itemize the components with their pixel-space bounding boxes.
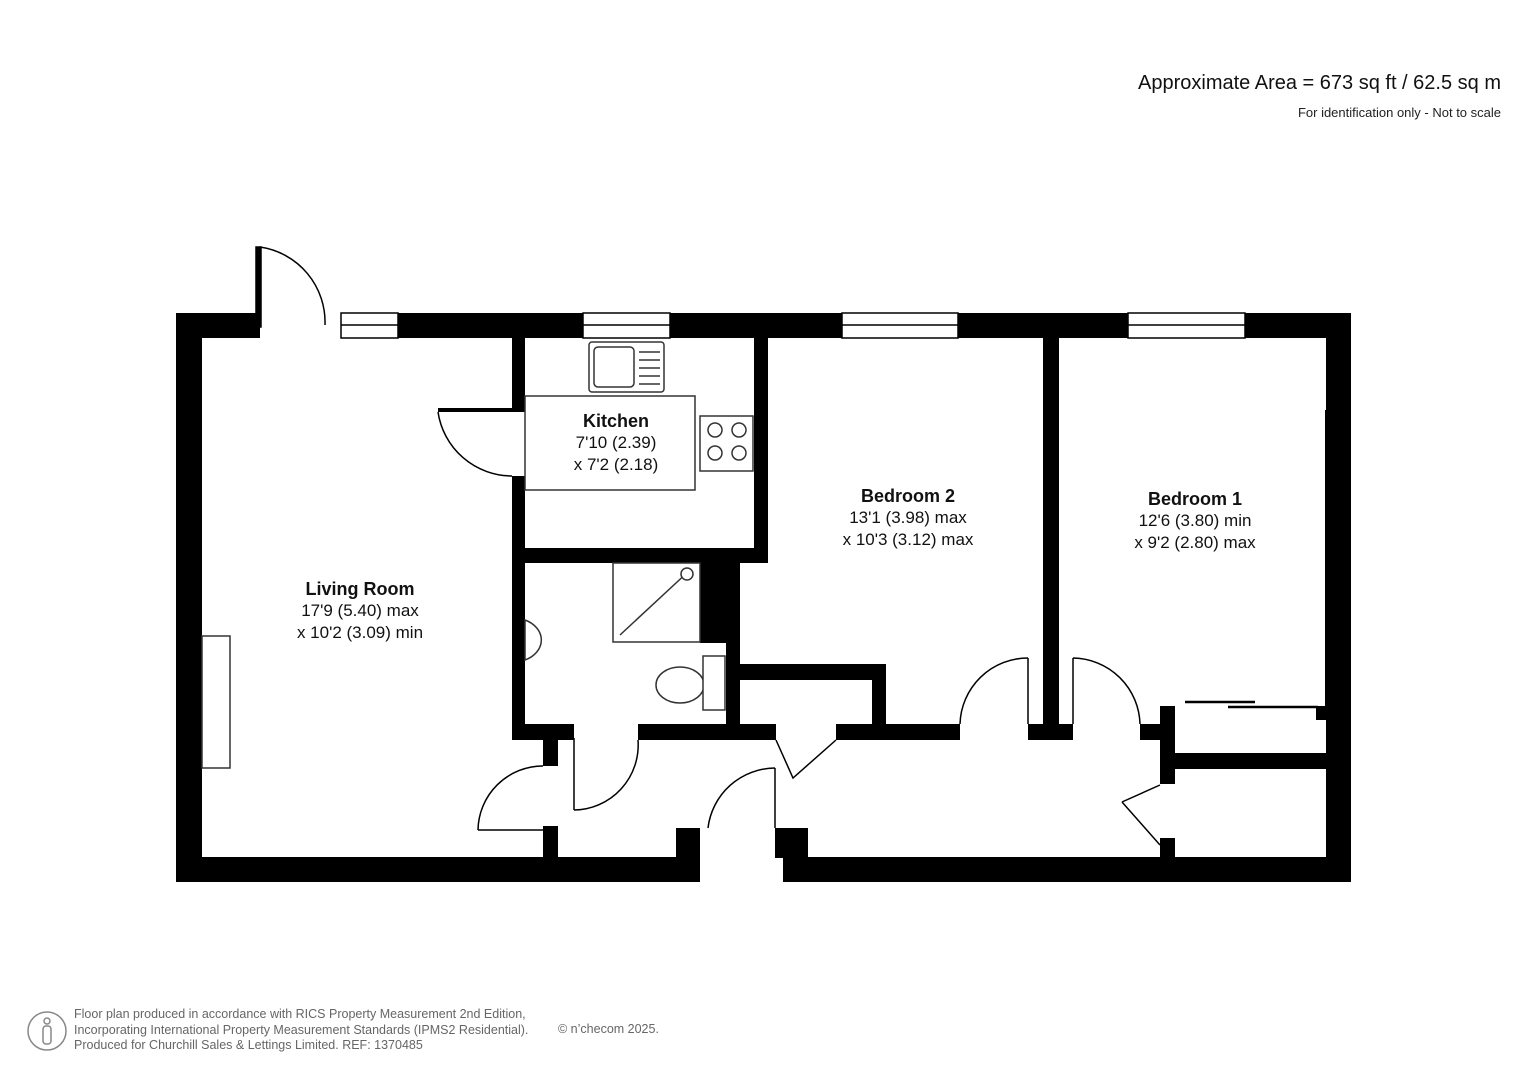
- toilet-cistern: [703, 656, 725, 710]
- wall-top-mid: [398, 313, 583, 338]
- bedroom1-dim1: 12'6 (3.80) min: [1138, 511, 1252, 530]
- footer-notes: [74, 1007, 528, 1054]
- wall-bath-bottom-left: [512, 724, 574, 740]
- bedroom2-dim2: x 10'3 (3.12) max: [842, 530, 974, 549]
- door-balcony-swing: [260, 247, 325, 325]
- footer-line-1: Floor plan produced in accordance with RICS Property Measurement 2nd Edition,: [74, 1007, 526, 1021]
- label-kitchen: [526, 410, 706, 476]
- person-icon: [26, 1009, 68, 1053]
- footer-copyright: © n’checom 2025.: [558, 1022, 659, 1036]
- scale-disclaimer: For identification only - Not to scale: [1297, 105, 1501, 120]
- wall-living-kitchen: [512, 338, 525, 410]
- wall-bottom-right: [783, 857, 1351, 882]
- wall-kitchen-entry: [438, 408, 525, 412]
- wall-top-mid3: [958, 313, 1128, 338]
- wall-door-jamb-left: [676, 828, 700, 858]
- wall-hall-post: [543, 738, 558, 766]
- living-room-name: Living Room: [305, 579, 415, 599]
- wall-bath-right: [726, 548, 740, 728]
- wall-bath-bottom: [638, 724, 776, 740]
- label-bedroom-2: [808, 485, 1008, 551]
- living-room-dim2: x 10'2 (3.09) min: [296, 623, 424, 642]
- door-store-swing: [1122, 785, 1160, 845]
- wall-cupboard-top: [726, 664, 886, 680]
- wall-wardrobe-left2: [1160, 838, 1175, 858]
- kitchen-name: Kitchen: [582, 411, 649, 431]
- fireplace: [202, 636, 230, 768]
- footer-line-2: Incorporating International Property Measurement Standards (IPMS2 Residential).: [74, 1022, 529, 1037]
- wall-living-bath: [512, 476, 525, 738]
- wall-door-jamb-right: [775, 828, 808, 858]
- bedroom2-name: Bedroom 2: [860, 486, 956, 506]
- wall-top-mid2: [670, 313, 842, 338]
- wall-bottom-left: [176, 857, 558, 882]
- wall-wardrobe-left: [1160, 706, 1175, 784]
- door-bath-swing: [574, 740, 638, 810]
- footer-line-3: Produced for Churchill Sales & Lettings Limited. REF: 1370485: [74, 1038, 423, 1052]
- kitchen-dim1: 7'10 (2.39): [575, 433, 657, 452]
- kitchen-sink-bowl: [594, 347, 634, 387]
- wall-bed2-bed1-bottom: [1028, 724, 1073, 740]
- kitchen-dim2: x 7'2 (2.18): [573, 455, 659, 474]
- approximate-area: Approximate Area = 673 sq ft / 62.5 sq m: [1138, 72, 1501, 94]
- wall-kitchen-bed2: [754, 338, 768, 563]
- wall-corridor-top: [836, 724, 960, 740]
- kitchen-hob: [700, 416, 753, 471]
- wall-left: [176, 313, 202, 882]
- toilet-bowl: [656, 667, 704, 703]
- door-living-swing: [478, 766, 543, 830]
- wall-hall-post2: [543, 826, 558, 858]
- wardrobe-doors: [1185, 702, 1318, 707]
- label-bedroom-1: [1095, 488, 1295, 554]
- wall-cupboard-right: [872, 664, 886, 726]
- bathroom-fixtures: [525, 563, 725, 710]
- door-cupboard-swing: [776, 740, 836, 778]
- door-bedroom1-swing: [1073, 658, 1140, 724]
- living-room-dim1: 17'9 (5.40) max: [301, 601, 419, 620]
- wall-right: [1326, 313, 1351, 882]
- door-bedroom2-swing: [960, 658, 1028, 724]
- bedroom1-name: Bedroom 1: [1147, 489, 1243, 509]
- wall-wardrobe-divider: [1175, 753, 1327, 769]
- door-kitchen-swing: [438, 412, 512, 476]
- label-living-room: [260, 578, 460, 644]
- bedroom2-dim1: 13'1 (3.98) max: [849, 508, 967, 527]
- washbasin: [525, 620, 541, 660]
- bedroom1-dim2: x 9'2 (2.80) max: [1134, 533, 1256, 552]
- wall-bed2-bed1: [1043, 338, 1059, 725]
- wall-shower-block: [700, 563, 726, 643]
- wall-bottom-mid: [543, 857, 700, 882]
- door-entrance-swing: [708, 768, 775, 828]
